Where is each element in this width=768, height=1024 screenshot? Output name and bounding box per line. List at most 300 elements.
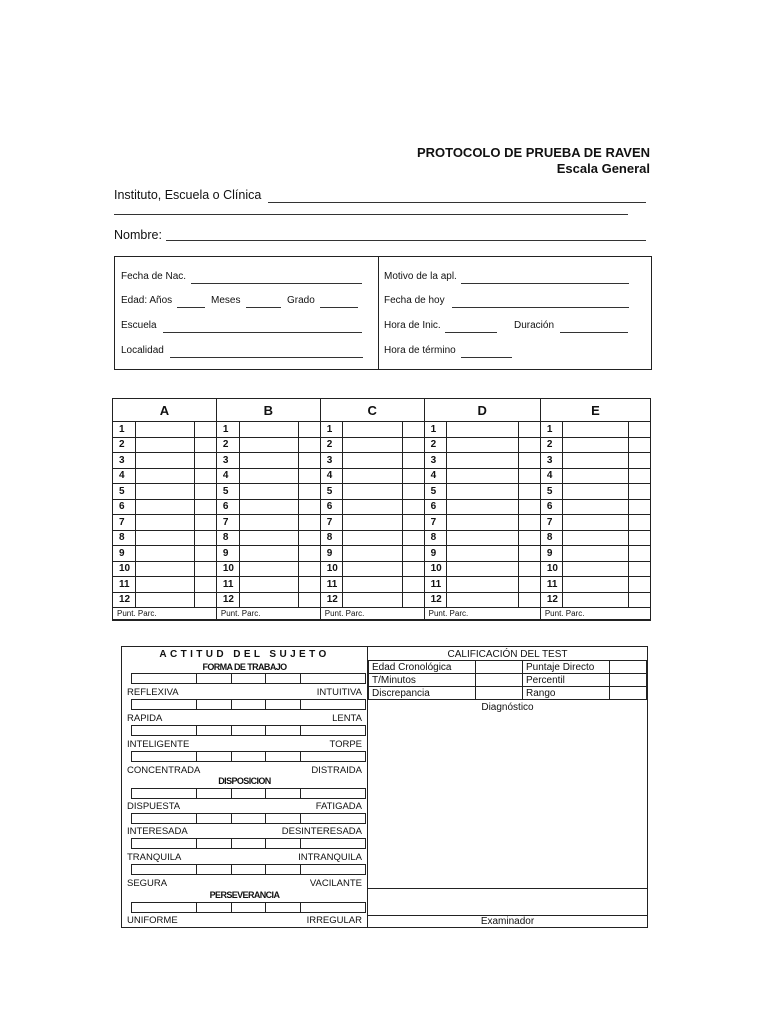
answer-cell[interactable] — [563, 577, 629, 593]
item-number: 10 — [540, 561, 563, 577]
info-divider — [378, 257, 379, 369]
item-number: 11 — [113, 577, 136, 593]
grading-panel — [368, 647, 647, 927]
score-cell[interactable] — [195, 484, 217, 500]
score-cell[interactable] — [403, 468, 425, 484]
score-cell[interactable] — [403, 546, 425, 562]
answer-cell[interactable] — [343, 577, 403, 593]
score-cell[interactable] — [629, 453, 651, 469]
score-cell[interactable] — [629, 592, 651, 608]
today-date-field[interactable] — [452, 307, 629, 308]
rating-box[interactable] — [265, 725, 301, 736]
score-column-header: E — [540, 399, 650, 422]
item-number: 3 — [113, 453, 136, 469]
item-number: 5 — [540, 484, 563, 500]
trait-left-label: TRANQUILA — [127, 852, 182, 863]
answer-cell[interactable] — [343, 546, 403, 562]
item-number: 3 — [424, 453, 447, 469]
score-cell[interactable] — [403, 577, 425, 593]
answer-cell[interactable] — [563, 546, 629, 562]
grading-table — [368, 660, 647, 700]
item-number: 4 — [216, 468, 239, 484]
grading-title: CALIFICACIÓN DEL TEST — [447, 649, 568, 660]
score-cell[interactable] — [403, 499, 425, 515]
item-number: 2 — [113, 437, 136, 453]
item-number: 12 — [540, 592, 563, 608]
answer-cell[interactable] — [563, 437, 629, 453]
rating-box[interactable] — [265, 864, 301, 875]
rating-box[interactable] — [196, 902, 232, 913]
score-column-header: D — [424, 399, 540, 422]
rating-box[interactable] — [300, 751, 366, 762]
partial-score-label: Punt. Parc. — [113, 608, 217, 621]
rating-scale — [132, 864, 366, 875]
item-number: 2 — [540, 437, 563, 453]
item-number: 1 — [113, 422, 136, 438]
answer-cell[interactable] — [239, 561, 299, 577]
rating-box[interactable] — [300, 838, 366, 849]
score-cell[interactable] — [195, 530, 217, 546]
score-cell[interactable] — [299, 592, 321, 608]
grading-value[interactable] — [610, 674, 647, 687]
score-row — [113, 422, 651, 438]
score-row — [113, 499, 651, 515]
item-number: 1 — [320, 422, 343, 438]
rating-box[interactable] — [265, 751, 301, 762]
score-cell[interactable] — [195, 577, 217, 593]
item-number: 5 — [216, 484, 239, 500]
attitude-title: ACTITUD DEL SUJETO — [159, 649, 330, 660]
answer-cell[interactable] — [239, 422, 299, 438]
answer-cell[interactable] — [239, 592, 299, 608]
score-cell[interactable] — [299, 453, 321, 469]
score-cell[interactable] — [629, 484, 651, 500]
answer-cell[interactable] — [343, 515, 403, 531]
score-cell[interactable] — [519, 515, 541, 531]
item-number: 10 — [320, 561, 343, 577]
answer-cell[interactable] — [563, 530, 629, 546]
item-number: 5 — [424, 484, 447, 500]
answer-cell[interactable] — [563, 468, 629, 484]
score-cell[interactable] — [519, 468, 541, 484]
item-number: 2 — [424, 437, 447, 453]
score-grid — [112, 398, 651, 621]
score-cell[interactable] — [629, 437, 651, 453]
rating-box[interactable] — [231, 838, 267, 849]
grade-label: Grado — [287, 295, 315, 306]
rating-box[interactable] — [265, 673, 301, 684]
answer-cell[interactable] — [343, 592, 403, 608]
grading-row — [369, 661, 647, 674]
duration-field[interactable] — [560, 332, 628, 333]
trait-right-label: LENTA — [332, 713, 362, 724]
score-cell[interactable] — [195, 437, 217, 453]
score-cell[interactable] — [195, 468, 217, 484]
score-cell[interactable] — [403, 592, 425, 608]
score-cell[interactable] — [629, 499, 651, 515]
item-number: 6 — [540, 499, 563, 515]
item-number: 1 — [540, 422, 563, 438]
rating-box[interactable] — [231, 673, 267, 684]
score-cell[interactable] — [195, 422, 217, 438]
trait-right-label: DISTRAIDA — [311, 765, 362, 776]
score-cell[interactable] — [195, 561, 217, 577]
rating-box[interactable] — [196, 699, 232, 710]
rating-scale — [132, 813, 366, 824]
rating-box[interactable] — [231, 725, 267, 736]
score-cell[interactable] — [195, 592, 217, 608]
diagnosis-field[interactable] — [368, 715, 647, 887]
score-cell[interactable] — [299, 484, 321, 500]
score-cell[interactable] — [299, 515, 321, 531]
rating-box[interactable] — [300, 902, 366, 913]
answer-cell[interactable] — [343, 453, 403, 469]
score-cell[interactable] — [629, 577, 651, 593]
rating-scale — [132, 673, 366, 684]
score-cell[interactable] — [403, 530, 425, 546]
answer-cell[interactable] — [239, 515, 299, 531]
page-title-block — [380, 145, 650, 177]
score-cell[interactable] — [299, 437, 321, 453]
item-number: 4 — [540, 468, 563, 484]
answer-cell[interactable] — [135, 530, 195, 546]
rating-box[interactable] — [231, 864, 267, 875]
school-field[interactable] — [163, 332, 362, 333]
score-cell[interactable] — [403, 437, 425, 453]
trait-right-label: INTRANQUILA — [298, 852, 362, 863]
score-cell[interactable] — [519, 530, 541, 546]
trait-left-label: INTERESADA — [127, 826, 188, 837]
rating-box[interactable] — [231, 699, 267, 710]
answer-cell[interactable] — [239, 437, 299, 453]
rating-box[interactable] — [196, 725, 232, 736]
answer-cell[interactable] — [563, 499, 629, 515]
item-number: 9 — [216, 546, 239, 562]
grading-label: Percentil — [523, 674, 610, 687]
grading-value[interactable] — [476, 661, 523, 674]
item-number: 10 — [216, 561, 239, 577]
answer-cell[interactable] — [563, 515, 629, 531]
answer-cell[interactable] — [343, 484, 403, 500]
answer-cell[interactable] — [563, 561, 629, 577]
answer-cell[interactable] — [239, 468, 299, 484]
answer-cell[interactable] — [135, 577, 195, 593]
diagnosis-label: Diagnóstico — [481, 702, 534, 713]
item-number: 3 — [216, 453, 239, 469]
partial-score-label: Punt. Parc. — [216, 608, 320, 621]
grading-value[interactable] — [476, 674, 523, 687]
name-label: Nombre: — [114, 228, 162, 242]
trait-left-label: REFLEXIVA — [127, 687, 179, 698]
locality-field[interactable] — [170, 357, 363, 358]
grading-value[interactable] — [610, 687, 647, 700]
score-cell[interactable] — [299, 546, 321, 562]
section-forma-trabajo: FORMA DE TRABAJO — [202, 662, 287, 672]
rating-box[interactable] — [131, 673, 197, 684]
score-cell[interactable] — [403, 561, 425, 577]
rating-scale — [132, 751, 366, 762]
rating-box[interactable] — [196, 864, 232, 875]
trait-right-label: INTUITIVA — [316, 687, 362, 698]
rating-box[interactable] — [300, 725, 366, 736]
score-cell[interactable] — [299, 468, 321, 484]
rating-box[interactable] — [131, 864, 197, 875]
item-number: 6 — [424, 499, 447, 515]
age-years-label: Edad: Años — [121, 295, 173, 306]
trait-left-label: DISPUESTA — [127, 801, 181, 812]
rating-box[interactable] — [300, 673, 366, 684]
rating-box[interactable] — [131, 699, 197, 710]
answer-cell[interactable] — [447, 453, 519, 469]
answer-cell[interactable] — [135, 592, 195, 608]
score-cell[interactable] — [629, 422, 651, 438]
grading-label: Discrepancia — [369, 687, 476, 700]
item-number: 5 — [113, 484, 136, 500]
item-number: 4 — [424, 468, 447, 484]
item-number: 6 — [216, 499, 239, 515]
answer-cell[interactable] — [563, 422, 629, 438]
item-number: 8 — [216, 530, 239, 546]
grading-label: T/Minutos — [369, 674, 476, 687]
rating-box[interactable] — [265, 699, 301, 710]
answer-cell[interactable] — [343, 561, 403, 577]
rating-box[interactable] — [265, 838, 301, 849]
answer-cell[interactable] — [447, 422, 519, 438]
score-cell[interactable] — [195, 546, 217, 562]
rating-box[interactable] — [265, 813, 301, 824]
info-box — [114, 256, 652, 370]
score-cell[interactable] — [299, 577, 321, 593]
rating-box[interactable] — [196, 838, 232, 849]
answer-cell[interactable] — [343, 437, 403, 453]
examiner-field[interactable] — [368, 891, 647, 914]
item-number: 12 — [424, 592, 447, 608]
trait-left-label: CONCENTRADA — [127, 765, 201, 776]
answer-cell[interactable] — [447, 592, 519, 608]
score-cell[interactable] — [519, 484, 541, 500]
rating-box[interactable] — [231, 902, 267, 913]
score-cell[interactable] — [299, 499, 321, 515]
trait-right-label: FATIGADA — [315, 801, 362, 812]
answer-cell[interactable] — [343, 530, 403, 546]
trait-right-label: DESINTERESADA — [281, 826, 362, 837]
answer-cell[interactable] — [135, 437, 195, 453]
rating-box[interactable] — [196, 751, 232, 762]
item-number: 12 — [216, 592, 239, 608]
months-label: Meses — [211, 295, 241, 306]
institute-field[interactable] — [268, 202, 646, 203]
item-number: 9 — [320, 546, 343, 562]
age-years-field[interactable] — [177, 307, 205, 308]
score-cell[interactable] — [299, 561, 321, 577]
rating-box[interactable] — [131, 838, 197, 849]
score-cell[interactable] — [629, 530, 651, 546]
grading-row — [369, 674, 647, 687]
item-number: 2 — [320, 437, 343, 453]
answer-cell[interactable] — [239, 530, 299, 546]
rating-box[interactable] — [265, 788, 301, 799]
answer-cell[interactable] — [563, 592, 629, 608]
partial-score-row — [113, 608, 651, 621]
item-number: 5 — [320, 484, 343, 500]
partial-score-label: Punt. Parc. — [540, 608, 650, 621]
item-number: 10 — [113, 561, 136, 577]
answer-cell[interactable] — [135, 499, 195, 515]
rating-box[interactable] — [231, 751, 267, 762]
today-date-label: Fecha de hoy — [384, 295, 445, 306]
attitude-section-caption: DISPOSICION — [218, 776, 271, 786]
score-row — [113, 561, 651, 577]
rating-scale — [132, 699, 366, 710]
score-cell[interactable] — [629, 546, 651, 562]
score-cell[interactable] — [299, 422, 321, 438]
trait-left-label: UNIFORME — [127, 915, 178, 926]
score-cell[interactable] — [195, 453, 217, 469]
answer-cell[interactable] — [135, 515, 195, 531]
page-subtitle: Escala General — [556, 161, 650, 176]
institute-label: Instituto, Escuela o Clínica — [114, 188, 262, 202]
score-row — [113, 468, 651, 484]
rating-box[interactable] — [231, 813, 267, 824]
rating-box[interactable] — [300, 699, 366, 710]
rating-box[interactable] — [131, 788, 197, 799]
item-number: 7 — [216, 515, 239, 531]
answer-cell[interactable] — [135, 453, 195, 469]
item-number: 7 — [320, 515, 343, 531]
trait-right-label: VACILANTE — [309, 878, 362, 889]
answer-cell[interactable] — [239, 546, 299, 562]
answer-cell[interactable] — [135, 546, 195, 562]
rating-scale — [132, 902, 366, 913]
answer-cell[interactable] — [239, 453, 299, 469]
answer-cell[interactable] — [239, 577, 299, 593]
rating-box[interactable] — [131, 725, 197, 736]
rating-box[interactable] — [131, 902, 197, 913]
answer-cell[interactable] — [135, 422, 195, 438]
trait-right-label: IRREGULAR — [306, 915, 362, 926]
answer-cell[interactable] — [563, 453, 629, 469]
rating-box[interactable] — [196, 673, 232, 684]
rating-box[interactable] — [300, 864, 366, 875]
score-cell[interactable] — [519, 561, 541, 577]
score-cell[interactable] — [629, 468, 651, 484]
rating-box[interactable] — [300, 788, 366, 799]
score-row — [113, 515, 651, 531]
item-number: 8 — [113, 530, 136, 546]
rating-box[interactable] — [231, 788, 267, 799]
score-cell[interactable] — [629, 515, 651, 531]
answer-cell[interactable] — [447, 577, 519, 593]
item-number: 9 — [113, 546, 136, 562]
rating-box[interactable] — [300, 813, 366, 824]
score-cell[interactable] — [195, 499, 217, 515]
score-row — [113, 577, 651, 593]
attitude-grading-box — [121, 646, 648, 928]
rating-box[interactable] — [196, 788, 232, 799]
score-cell[interactable] — [519, 453, 541, 469]
answer-cell[interactable] — [447, 468, 519, 484]
answer-cell[interactable] — [343, 422, 403, 438]
trait-left-label: SEGURA — [127, 878, 168, 889]
score-cell[interactable] — [299, 530, 321, 546]
answer-cell[interactable] — [447, 546, 519, 562]
answer-cell[interactable] — [135, 468, 195, 484]
score-cell[interactable] — [403, 422, 425, 438]
item-number: 7 — [540, 515, 563, 531]
score-cell[interactable] — [519, 577, 541, 593]
item-number: 7 — [113, 515, 136, 531]
end-time-field[interactable] — [461, 357, 512, 358]
item-number: 4 — [320, 468, 343, 484]
item-number: 10 — [424, 561, 447, 577]
score-cell[interactable] — [519, 499, 541, 515]
score-cell[interactable] — [519, 437, 541, 453]
grading-label: Puntaje Directo — [523, 661, 610, 674]
locality-label: Localidad — [121, 345, 164, 356]
answer-cell[interactable] — [239, 499, 299, 515]
score-cell[interactable] — [519, 422, 541, 438]
answer-cell[interactable] — [135, 561, 195, 577]
answer-cell[interactable] — [135, 484, 195, 500]
answer-cell[interactable] — [447, 484, 519, 500]
item-number: 9 — [540, 546, 563, 562]
item-number: 6 — [320, 499, 343, 515]
answer-cell[interactable] — [447, 437, 519, 453]
item-number: 11 — [216, 577, 239, 593]
score-cell[interactable] — [629, 561, 651, 577]
item-number: 3 — [320, 453, 343, 469]
score-cell[interactable] — [519, 546, 541, 562]
answer-cell[interactable] — [239, 484, 299, 500]
name-field[interactable] — [166, 240, 646, 241]
item-number: 11 — [424, 577, 447, 593]
score-row — [113, 592, 651, 608]
reason-field[interactable] — [461, 283, 629, 284]
rating-box[interactable] — [131, 813, 197, 824]
answer-cell[interactable] — [447, 515, 519, 531]
trait-left-label: RAPIDA — [127, 713, 163, 724]
score-cell[interactable] — [403, 515, 425, 531]
grade-field[interactable] — [320, 307, 358, 308]
grading-label: Edad Cronológica — [369, 661, 476, 674]
grading-value[interactable] — [610, 661, 647, 674]
score-row — [113, 437, 651, 453]
score-cell[interactable] — [195, 515, 217, 531]
score-cell[interactable] — [403, 453, 425, 469]
months-field[interactable] — [246, 307, 281, 308]
grading-row — [369, 687, 647, 700]
institute-field-2[interactable] — [114, 214, 628, 215]
answer-cell[interactable] — [563, 484, 629, 500]
birth-date-field[interactable] — [191, 283, 362, 284]
rating-scale — [132, 838, 366, 849]
score-cell[interactable] — [403, 484, 425, 500]
rating-box[interactable] — [265, 902, 301, 913]
grading-value[interactable] — [476, 687, 523, 700]
score-cell[interactable] — [519, 592, 541, 608]
rating-box[interactable] — [131, 751, 197, 762]
rating-box[interactable] — [196, 813, 232, 824]
answer-cell[interactable] — [447, 561, 519, 577]
divider — [368, 888, 647, 889]
answer-cell[interactable] — [447, 499, 519, 515]
answer-cell[interactable] — [343, 468, 403, 484]
start-time-field[interactable] — [445, 332, 497, 333]
answer-cell[interactable] — [343, 499, 403, 515]
start-time-label: Hora de Inic. — [384, 320, 441, 331]
answer-cell[interactable] — [447, 530, 519, 546]
item-number: 2 — [216, 437, 239, 453]
